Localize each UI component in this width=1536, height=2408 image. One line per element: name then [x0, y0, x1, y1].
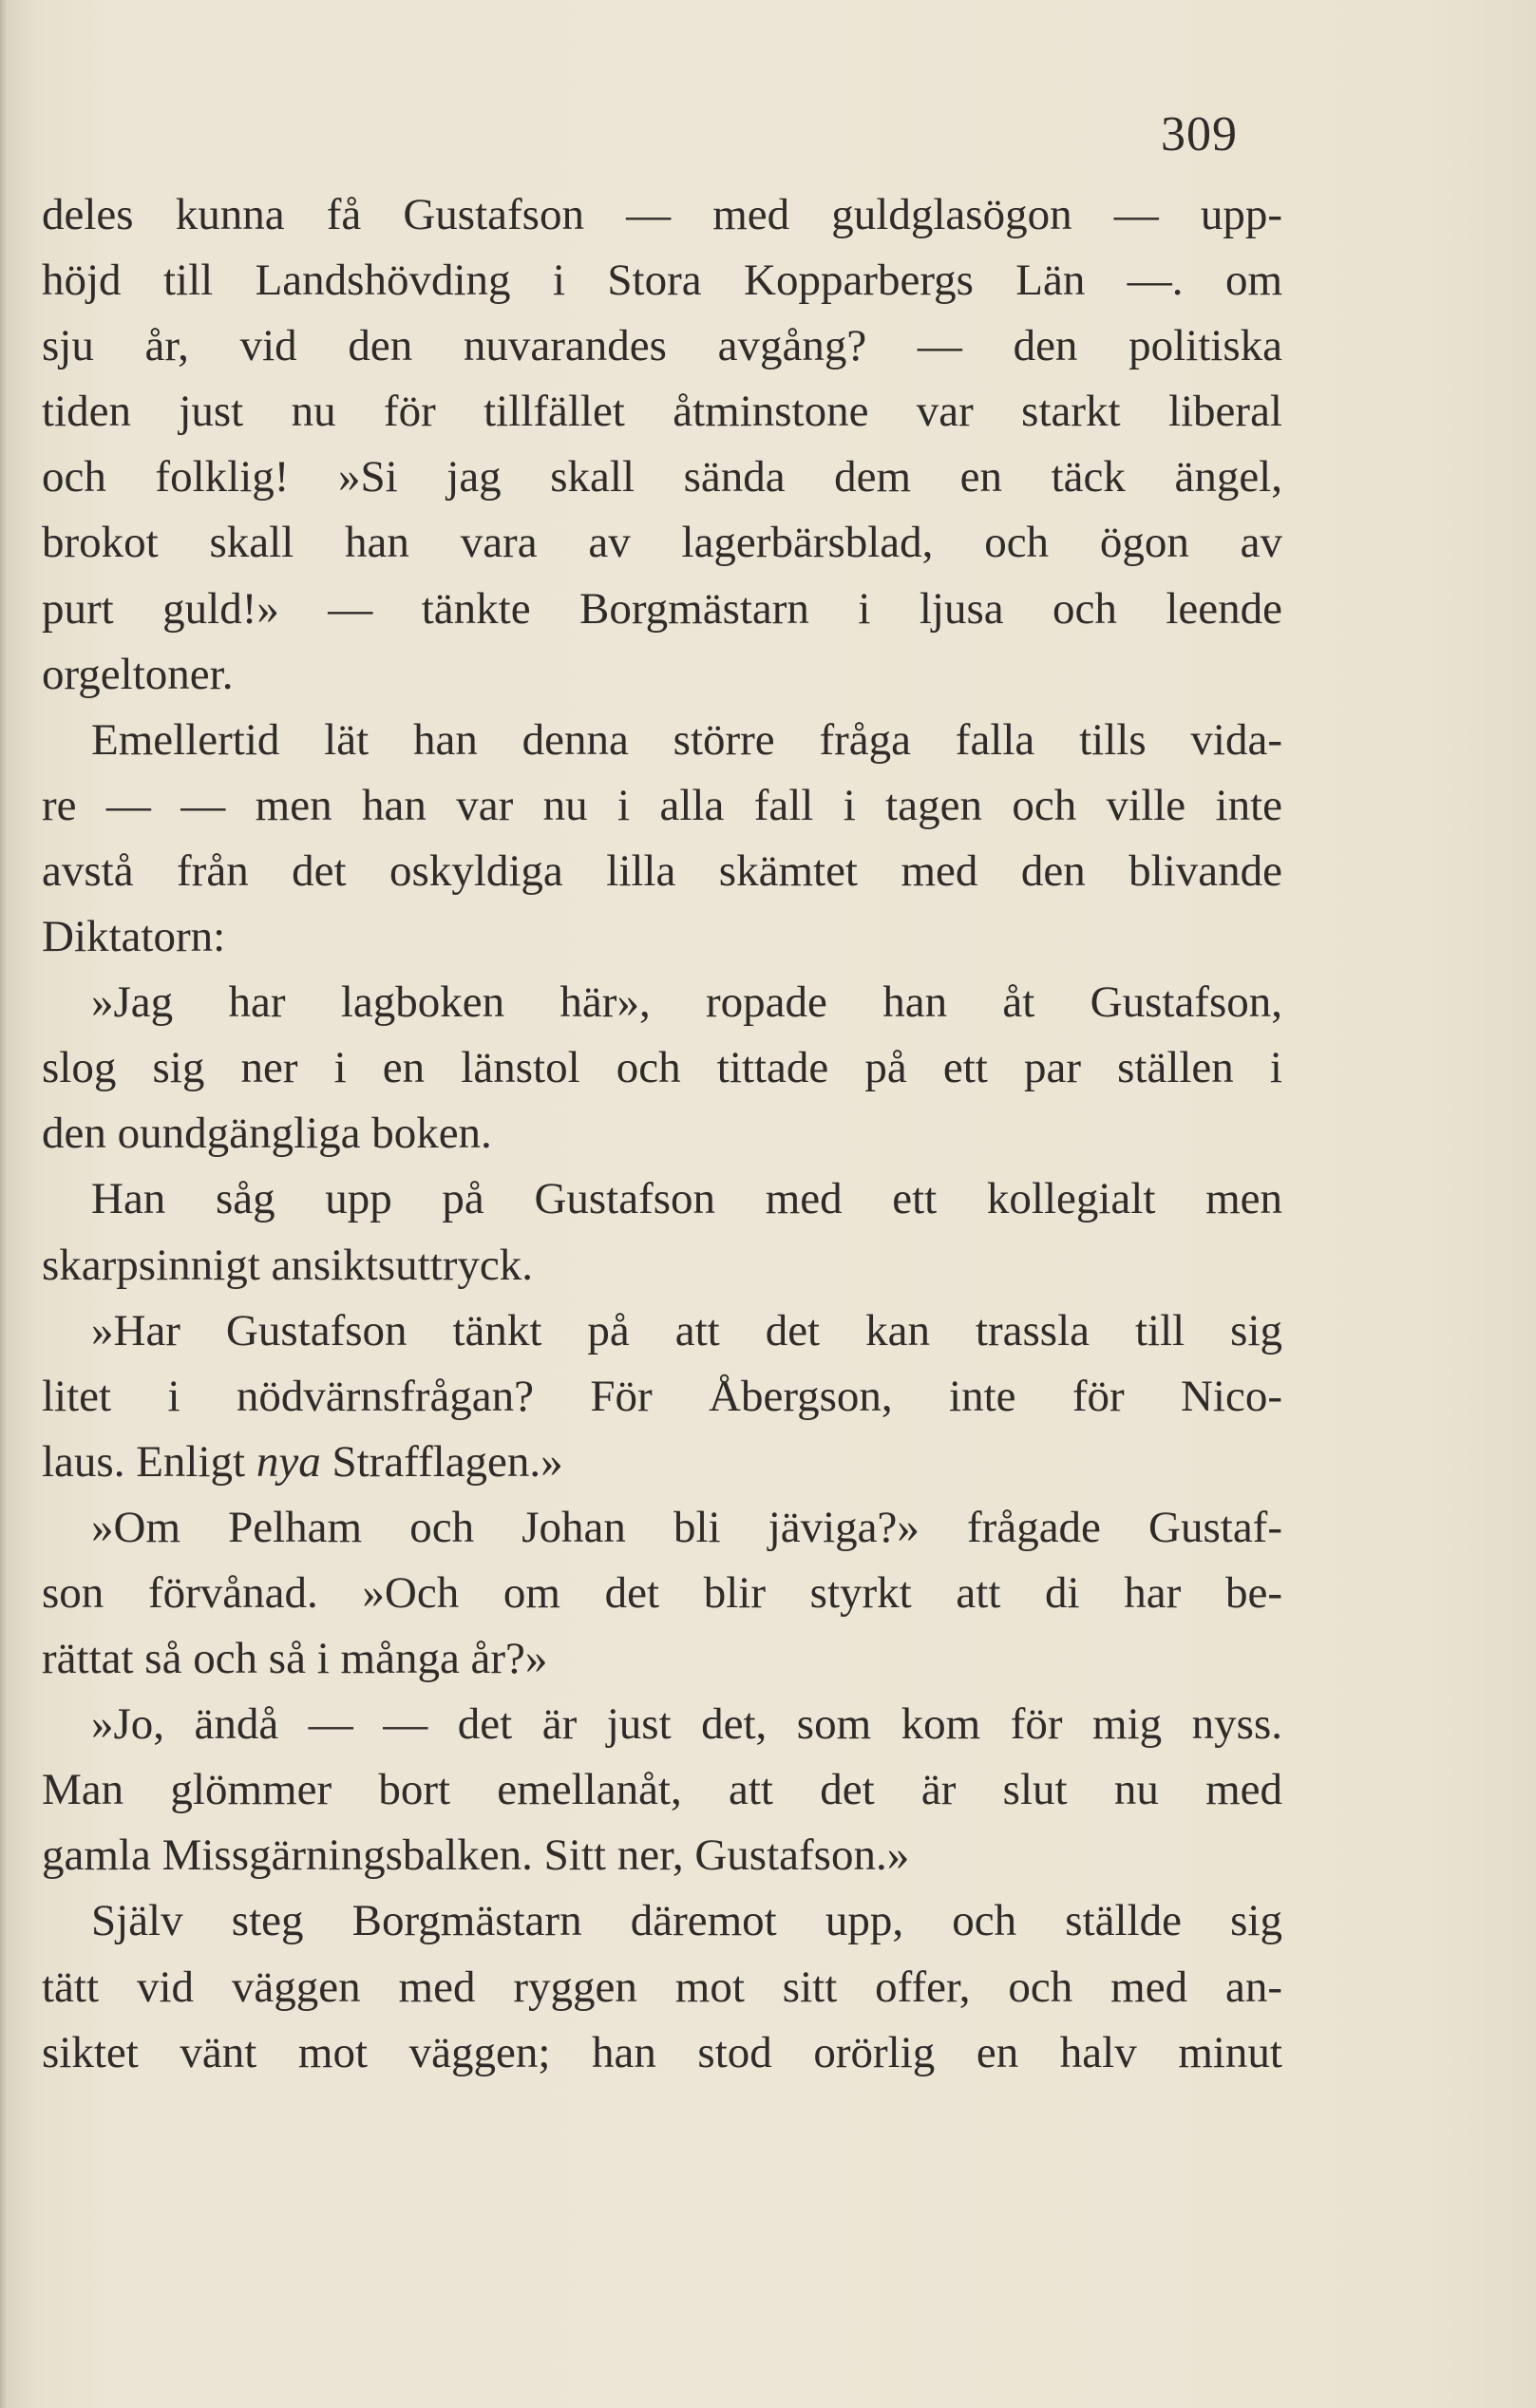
- text-line: den oundgängliga boken.: [42, 1109, 492, 1159]
- text-line: höjd till Landshövding i Stora Kopparbergs Län —. om: [42, 256, 1282, 306]
- text-line: Själv steg Borgmästarn däremot upp, och ställde sig: [91, 1896, 1282, 1946]
- text-line: rättat så och så i många år?»: [42, 1634, 548, 1684]
- text-line: tiden just nu för tillfället åtminstone var starkt liberal: [42, 387, 1282, 437]
- text-line: avstå från det oskyldiga lilla skämtet med den blivande: [42, 845, 1282, 896]
- text-line: »Jo, ändå — — det är just det, som kom för mig nyss.: [91, 1699, 1282, 1750]
- text-segment: Strafflagen.»: [320, 1436, 563, 1487]
- text-line: och folklig! »Si jag skall sända dem en täck ängel,: [42, 452, 1282, 502]
- text-line: »Om Pelham och Johan bli jäviga?» frågade Gustaf-: [91, 1502, 1282, 1552]
- text-line: sju år, vid den nuvarandes avgång? — den politiska: [42, 321, 1282, 371]
- text-line: »Har Gustafson tänkt på att det kan trassla till sig: [91, 1305, 1282, 1356]
- text-line: litet i nödvärnsfrågan? För Åbergson, inte för Nico-: [42, 1371, 1282, 1421]
- text-line: Emellertid lät han denna större fråga falla tills vida-: [91, 714, 1282, 765]
- text-line: brokot skall han vara av lagerbärsblad, och ögon av: [42, 518, 1282, 568]
- text-line: »Jag har lagboken här», ropade han åt Gustafson,: [91, 977, 1282, 1028]
- text-line: [42, 1430, 1282, 1495]
- text-line: Han såg upp på Gustafson med ett kollegialt men: [91, 1174, 1282, 1224]
- text-line: gamla Missgärningsbalken. Sitt ner, Gustafson.»: [42, 1830, 910, 1881]
- text-line: son förvånad. »Och om det blir styrkt att di har be-: [42, 1567, 1282, 1618]
- text-line: slog sig ner i en länstol och tittade på ett par ställen i: [42, 1043, 1282, 1093]
- text-line: Diktatorn:: [42, 912, 226, 962]
- text-line: deles kunna få Gustafson — med guldglasögon — upp-: [42, 190, 1282, 239]
- text-line: skarpsinnigt ansiktsuttryck.: [42, 1240, 533, 1290]
- text-line: orgeltoner.: [42, 649, 234, 699]
- text-segment: laus. Enligt: [42, 1436, 256, 1487]
- text-line: siktet vänt mot väggen; han stod orörlig en halv minut: [42, 2027, 1282, 2077]
- page-number: 309: [1161, 107, 1238, 161]
- text-line: Man glömmer bort emellanåt, att det är slut nu med: [42, 1765, 1282, 1815]
- text-line: re — — men han var nu i alla fall i tagen och ville inte: [42, 780, 1282, 830]
- body-text: [42, 182, 1282, 2086]
- text-line: purt guld!» — tänkte Borgmästarn i ljusa och leende: [42, 583, 1282, 634]
- italic-word: nya: [256, 1436, 321, 1487]
- text-line: tätt vid väggen med ryggen mot sitt offer, och med an-: [42, 1962, 1282, 2012]
- page-gutter-edge: [0, 0, 6, 2408]
